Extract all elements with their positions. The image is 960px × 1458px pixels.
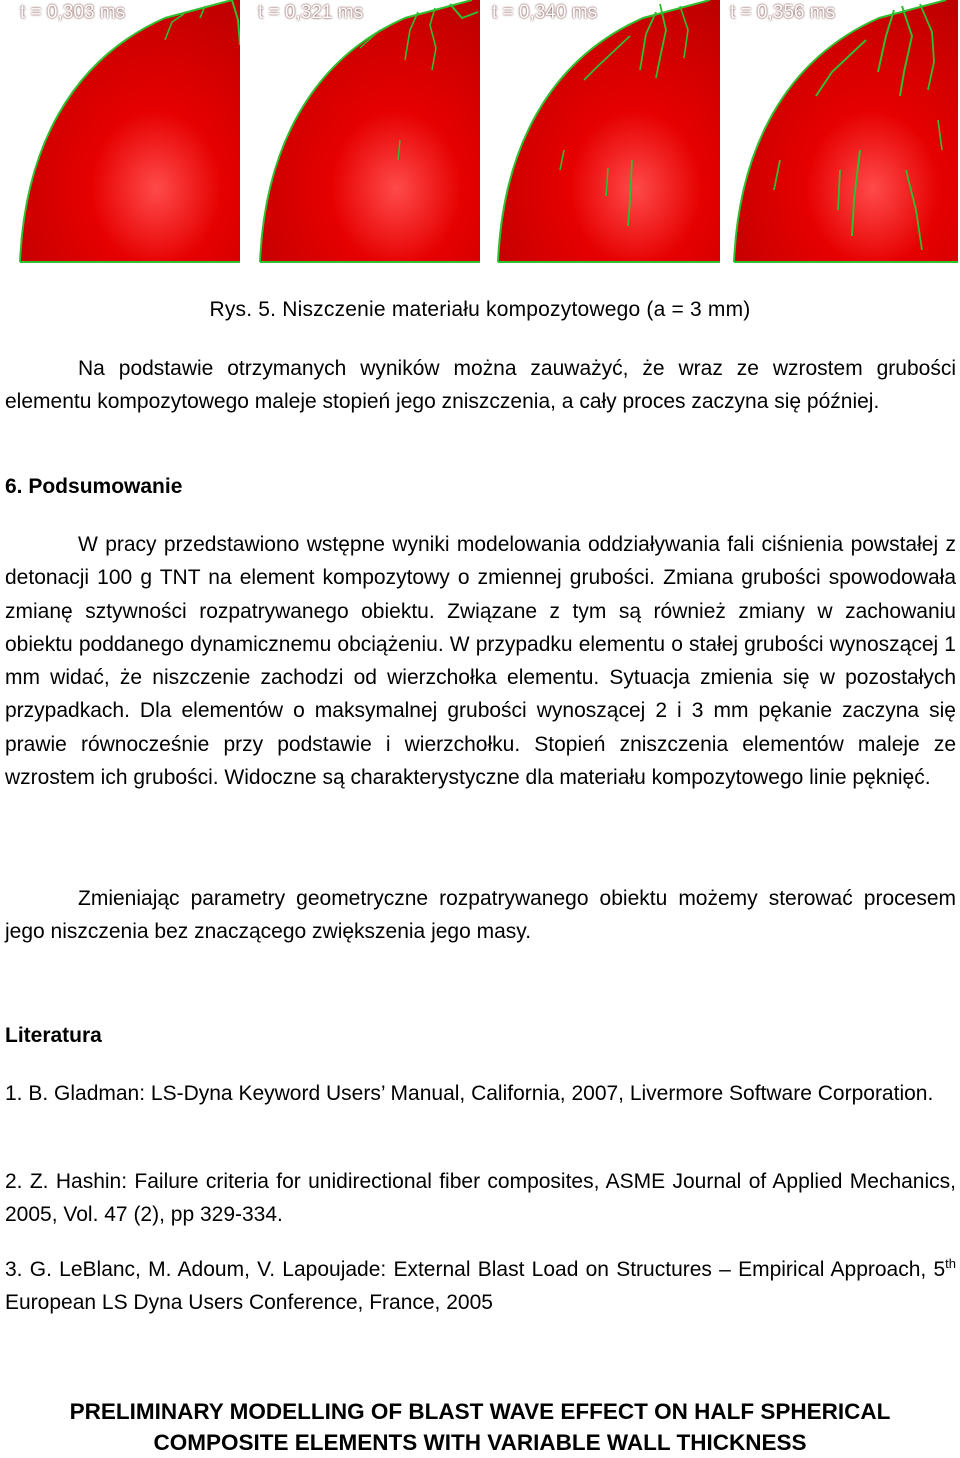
summary-paragraph-1: W pracy przedstawiono wstępne wyniki modelowania oddziaływania fali ciśnienia powstałej z detonacji 100 g TNT na element kompozytowy o zmiennej grubości. Zmiana grubości spowodowała zmianę sztywności rozpatrywanego obiektu. Związane z tym są również zmiany w zachowaniu obiektu poddanego dynamicznemu obciążeniu. W przypadku elementu o stałej grubości wynoszącej 1 mm widać, że niszczenie zachodzi od wierzchołka elementu. Sytuacja zmienia się w pozostałych przypadkach. Dla elementów o maksymalnej grubości wynoszącej 2 i 3 mm pękanie zaczyna się prawie równocześnie przy podstawie i wierzchołku. Stopień zniszczenia elementów maleje ze wzrostem ich grubości. Widoczne są charakterystyczne dla materiału kompozytowego linie pęknięć. (5, 533, 956, 790)
reference-item-3 (5, 1254, 956, 1319)
english-title (0, 1396, 960, 1458)
reference-3-superscript: th (945, 1256, 956, 1271)
time-label-2: t = 0,321 ms (258, 2, 364, 23)
summary-paragraph-2: Zmieniając parametry geometryczne rozpatrywanego obiektu możemy sterować procesem jego niszczenia bez znaczącego zwiększenia jego masy. (5, 887, 956, 944)
english-title-line-1: PRELIMINARY MODELLING OF BLAST WAVE EFFECT ON HALF SPHERICAL (69, 1399, 891, 1424)
damage-figure (0, 0, 960, 270)
reference-item-1: 1. B. Gladman: LS-Dyna Keyword Users’ Manual, California, 2007, Livermore Software Corporation. (5, 1082, 934, 1105)
simulation-frame-2 (240, 0, 480, 270)
shell-render-3 (480, 0, 720, 270)
shell-render-2 (240, 0, 480, 270)
references-heading: Literatura (5, 1024, 102, 1047)
section-heading: 6. Podsumowanie (5, 475, 183, 498)
intro-paragraph: Na podstawie otrzymanych wyników można zauważyć, że wraz ze wzrostem grubości elementu kompozytowego maleje stopień jego zniszczenia, a cały proces zaczyna się później. (5, 357, 956, 414)
reference-3-text-end: European LS Dyna Users Conference, France, 2005 (5, 1290, 493, 1314)
time-label-1: t = 0,303 ms (20, 2, 126, 23)
reference-3-text: 3. G. LeBlanc, M. Adoum, V. Lapoujade: External Blast Load on Structures – Empirical Approach, 5 (5, 1258, 946, 1281)
simulation-frame-4 (720, 0, 960, 270)
simulation-frame-1 (0, 0, 240, 270)
english-title-line-2: COMPOSITE ELEMENTS WITH VARIABLE WALL THICKNESS (153, 1430, 807, 1455)
simulation-frame-3 (480, 0, 720, 270)
shell-render-1 (0, 0, 240, 270)
reference-item-2: 2. Z. Hashin: Failure criteria for unidirectional fiber composites, ASME Journal of Applied Mechanics, 2005, Vol. 47 (2), pp 329-334. (5, 1170, 956, 1226)
shell-render-4 (720, 0, 960, 270)
time-label-4: t = 0,356 ms (730, 2, 836, 23)
figure-caption: Rys. 5. Niszczenie materiału kompozytowego (a = 3 mm) (209, 298, 751, 321)
time-label-3: t = 0,340 ms (492, 2, 598, 23)
